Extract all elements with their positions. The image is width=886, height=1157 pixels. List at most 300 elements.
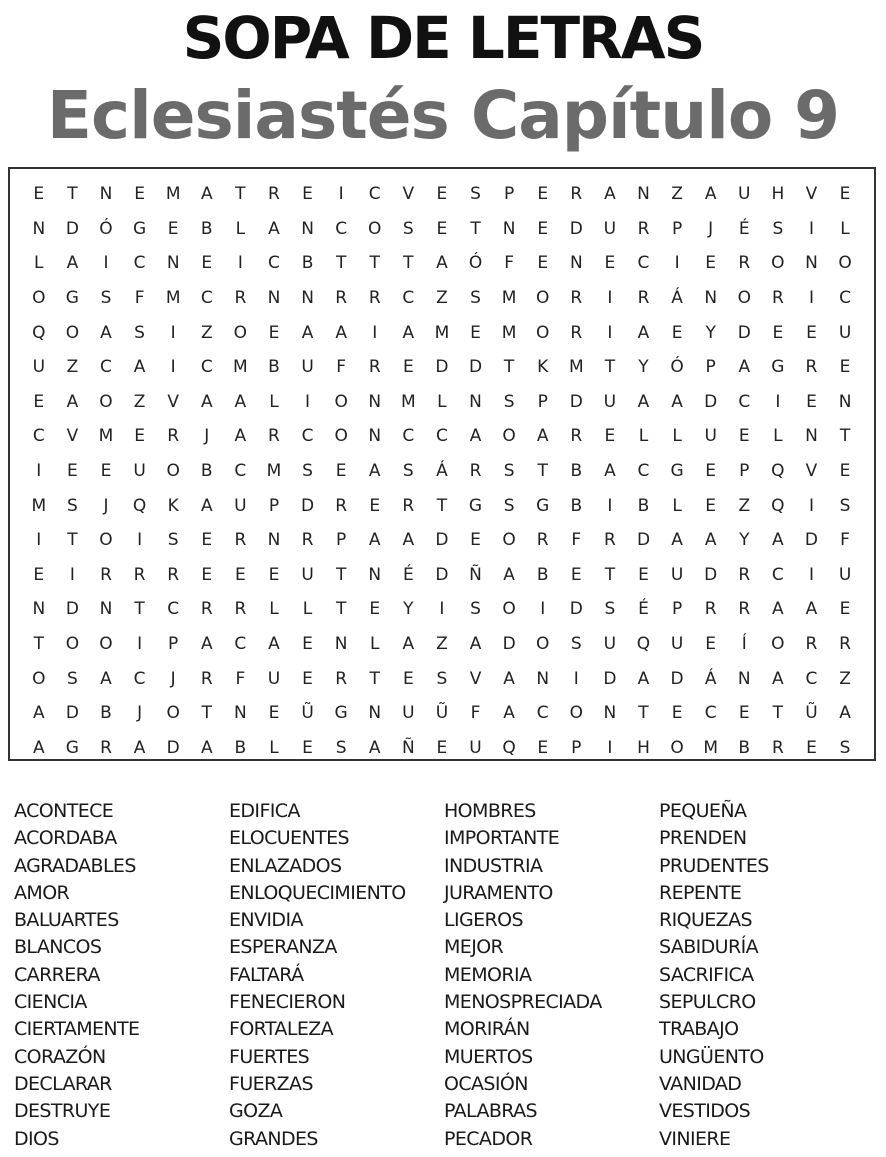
- grid-cell[interactable]: T: [604, 357, 616, 378]
- grid-cell[interactable]: H: [637, 737, 650, 758]
- grid-cell[interactable]: E: [806, 322, 817, 343]
- grid-cell[interactable]: M: [31, 495, 47, 516]
- grid-cell[interactable]: N: [805, 253, 818, 274]
- grid-cell[interactable]: A: [368, 461, 381, 482]
- grid-cell[interactable]: D: [502, 634, 516, 655]
- grid-cell[interactable]: J: [708, 218, 714, 239]
- grid-cell[interactable]: U: [603, 218, 617, 239]
- grid-cell[interactable]: B: [536, 564, 549, 585]
- grid-cell[interactable]: S: [302, 461, 313, 482]
- grid-cell[interactable]: M: [233, 357, 248, 378]
- grid-cell[interactable]: V: [469, 668, 482, 689]
- grid-cell[interactable]: A: [268, 218, 280, 239]
- grid-cell[interactable]: E: [234, 564, 246, 585]
- grid-cell[interactable]: E: [537, 218, 549, 239]
- grid-cell[interactable]: D: [435, 564, 449, 585]
- grid-cell[interactable]: R: [234, 530, 247, 551]
- grid-cell[interactable]: C: [234, 461, 247, 482]
- grid-cell[interactable]: T: [503, 357, 515, 378]
- grid-cell[interactable]: L: [840, 218, 850, 239]
- grid-cell[interactable]: E: [134, 426, 145, 447]
- grid-cell[interactable]: P: [268, 495, 280, 516]
- grid-cell[interactable]: L: [34, 253, 44, 274]
- grid-cell[interactable]: S: [839, 737, 851, 758]
- grid-cell[interactable]: É: [738, 218, 750, 239]
- grid-cell[interactable]: O: [166, 703, 180, 724]
- grid-cell[interactable]: U: [704, 426, 717, 447]
- grid-cell[interactable]: R: [771, 737, 784, 758]
- grid-cell[interactable]: D: [468, 357, 483, 378]
- grid-cell[interactable]: U: [301, 564, 314, 585]
- grid-cell[interactable]: N: [838, 391, 852, 412]
- grid-cell[interactable]: E: [570, 564, 582, 585]
- grid-cell[interactable]: U: [603, 634, 617, 655]
- grid-cell[interactable]: U: [838, 564, 852, 585]
- grid-cell[interactable]: D: [435, 530, 449, 551]
- grid-cell[interactable]: E: [537, 253, 549, 274]
- grid-cell[interactable]: T: [369, 253, 380, 274]
- grid-cell[interactable]: S: [134, 322, 145, 343]
- grid-cell[interactable]: A: [335, 322, 347, 343]
- grid-cell[interactable]: A: [133, 357, 146, 378]
- grid-cell[interactable]: E: [705, 461, 717, 482]
- grid-cell[interactable]: R: [536, 530, 549, 551]
- grid-cell[interactable]: N: [301, 288, 314, 309]
- grid-cell[interactable]: P: [739, 461, 750, 482]
- grid-cell[interactable]: Á: [671, 288, 683, 309]
- grid-cell[interactable]: G: [65, 288, 79, 309]
- grid-cell[interactable]: R: [738, 599, 751, 620]
- grid-cell[interactable]: T: [638, 703, 649, 724]
- grid-cell[interactable]: R: [167, 426, 180, 447]
- grid-cell[interactable]: D: [65, 218, 79, 239]
- grid-cell[interactable]: O: [99, 634, 113, 655]
- grid-cell[interactable]: E: [302, 737, 313, 758]
- grid-cell[interactable]: T: [335, 599, 347, 620]
- grid-cell[interactable]: M: [501, 288, 517, 309]
- grid-cell[interactable]: E: [671, 322, 683, 343]
- grid-cell[interactable]: E: [100, 461, 112, 482]
- grid-cell[interactable]: N: [334, 634, 348, 655]
- grid-cell[interactable]: C: [402, 426, 415, 447]
- grid-cell[interactable]: L: [269, 391, 279, 412]
- grid-cell[interactable]: Q: [771, 495, 785, 516]
- grid-cell[interactable]: Q: [502, 737, 516, 758]
- grid-cell[interactable]: T: [335, 253, 347, 274]
- grid-cell[interactable]: H: [771, 184, 785, 205]
- grid-cell[interactable]: V: [402, 184, 415, 205]
- grid-cell[interactable]: C: [268, 253, 280, 274]
- grid-cell[interactable]: O: [334, 391, 348, 412]
- grid-cell[interactable]: M: [165, 288, 181, 309]
- grid-cell[interactable]: O: [368, 218, 382, 239]
- grid-cell[interactable]: P: [671, 218, 683, 239]
- grid-cell[interactable]: L: [235, 218, 246, 239]
- grid-cell[interactable]: Z: [436, 288, 448, 309]
- grid-cell[interactable]: I: [808, 564, 814, 585]
- grid-cell[interactable]: E: [201, 530, 213, 551]
- grid-cell[interactable]: B: [301, 253, 314, 274]
- grid-cell[interactable]: N: [267, 288, 281, 309]
- grid-cell[interactable]: Y: [705, 322, 716, 343]
- grid-cell[interactable]: B: [100, 703, 112, 724]
- grid-cell[interactable]: E: [33, 564, 45, 585]
- grid-cell[interactable]: F: [571, 530, 582, 551]
- grid-cell[interactable]: Q: [132, 495, 147, 516]
- grid-cell[interactable]: R: [234, 599, 247, 620]
- grid-cell[interactable]: I: [439, 599, 445, 620]
- grid-cell[interactable]: O: [536, 322, 550, 343]
- grid-cell[interactable]: A: [637, 391, 650, 412]
- grid-cell[interactable]: G: [468, 495, 483, 516]
- grid-cell[interactable]: S: [503, 461, 515, 482]
- grid-cell[interactable]: L: [302, 599, 313, 620]
- grid-cell[interactable]: A: [738, 357, 751, 378]
- grid-cell[interactable]: L: [638, 426, 649, 447]
- grid-cell[interactable]: R: [368, 357, 381, 378]
- grid-cell[interactable]: S: [402, 218, 414, 239]
- grid-cell[interactable]: E: [537, 737, 549, 758]
- grid-cell[interactable]: O: [737, 288, 751, 309]
- grid-cell[interactable]: Z: [133, 391, 146, 412]
- grid-cell[interactable]: C: [738, 391, 751, 412]
- grid-cell[interactable]: A: [402, 634, 415, 655]
- grid-cell[interactable]: G: [65, 737, 79, 758]
- grid-cell[interactable]: O: [233, 322, 248, 343]
- grid-cell[interactable]: K: [537, 357, 549, 378]
- grid-cell[interactable]: M: [98, 426, 114, 447]
- grid-cell[interactable]: R: [368, 288, 381, 309]
- grid-cell[interactable]: E: [839, 357, 851, 378]
- grid-cell[interactable]: E: [134, 184, 145, 205]
- grid-cell[interactable]: O: [32, 668, 46, 689]
- grid-cell[interactable]: S: [503, 495, 515, 516]
- grid-cell[interactable]: A: [402, 530, 415, 551]
- grid-cell[interactable]: I: [372, 322, 378, 343]
- grid-cell[interactable]: N: [603, 703, 617, 724]
- grid-cell[interactable]: C: [133, 253, 146, 274]
- grid-cell[interactable]: U: [469, 737, 482, 758]
- grid-cell[interactable]: D: [704, 564, 718, 585]
- grid-cell[interactable]: M: [703, 737, 718, 758]
- grid-cell[interactable]: R: [570, 426, 583, 447]
- grid-cell[interactable]: L: [773, 426, 783, 447]
- grid-cell[interactable]: A: [772, 599, 784, 620]
- grid-cell[interactable]: B: [637, 495, 650, 516]
- grid-cell[interactable]: A: [66, 253, 79, 274]
- grid-cell[interactable]: N: [32, 599, 46, 620]
- grid-cell[interactable]: O: [32, 288, 46, 309]
- grid-cell[interactable]: I: [540, 599, 546, 620]
- grid-cell[interactable]: A: [671, 530, 683, 551]
- grid-cell[interactable]: A: [772, 530, 784, 551]
- grid-cell[interactable]: T: [772, 703, 784, 724]
- grid-cell[interactable]: M: [165, 184, 181, 205]
- grid-cell[interactable]: C: [200, 288, 213, 309]
- grid-cell[interactable]: E: [268, 703, 280, 724]
- grid-cell[interactable]: D: [569, 599, 583, 620]
- grid-cell[interactable]: E: [705, 634, 717, 655]
- grid-cell[interactable]: M: [400, 391, 416, 412]
- grid-cell[interactable]: M: [434, 322, 450, 343]
- grid-cell[interactable]: E: [402, 668, 414, 689]
- grid-cell[interactable]: A: [200, 737, 213, 758]
- grid-cell[interactable]: V: [805, 461, 818, 482]
- grid-cell[interactable]: A: [66, 391, 79, 412]
- grid-cell[interactable]: I: [607, 737, 613, 758]
- grid-cell[interactable]: R: [570, 184, 583, 205]
- grid-cell[interactable]: I: [137, 530, 143, 551]
- grid-cell[interactable]: N: [301, 218, 314, 239]
- grid-cell[interactable]: R: [133, 564, 146, 585]
- grid-cell[interactable]: R: [200, 599, 213, 620]
- grid-cell[interactable]: F: [504, 253, 514, 274]
- grid-cell[interactable]: R: [335, 668, 348, 689]
- grid-cell[interactable]: D: [636, 530, 651, 551]
- grid-cell[interactable]: A: [637, 322, 650, 343]
- grid-cell[interactable]: Y: [739, 530, 750, 551]
- grid-cell[interactable]: S: [436, 668, 448, 689]
- grid-cell[interactable]: I: [808, 495, 814, 516]
- grid-cell[interactable]: O: [502, 599, 516, 620]
- grid-cell[interactable]: Q: [771, 461, 785, 482]
- grid-cell[interactable]: D: [704, 391, 718, 412]
- grid-cell[interactable]: A: [200, 634, 213, 655]
- grid-cell[interactable]: C: [32, 426, 45, 447]
- grid-cell[interactable]: N: [368, 564, 382, 585]
- grid-cell[interactable]: J: [204, 426, 210, 447]
- grid-cell[interactable]: S: [167, 530, 179, 551]
- grid-cell[interactable]: C: [167, 599, 180, 620]
- grid-cell[interactable]: P: [537, 391, 548, 412]
- grid-cell[interactable]: O: [569, 703, 583, 724]
- grid-cell[interactable]: C: [200, 357, 213, 378]
- grid-cell[interactable]: C: [335, 218, 348, 239]
- grid-cell[interactable]: E: [705, 495, 717, 516]
- grid-cell[interactable]: I: [237, 253, 243, 274]
- grid-cell[interactable]: C: [301, 426, 314, 447]
- grid-cell[interactable]: G: [536, 495, 550, 516]
- grid-cell[interactable]: U: [838, 322, 852, 343]
- grid-cell[interactable]: B: [200, 461, 213, 482]
- grid-cell[interactable]: E: [436, 737, 448, 758]
- grid-cell[interactable]: L: [369, 634, 380, 655]
- grid-cell[interactable]: I: [607, 322, 613, 343]
- grid-cell[interactable]: Y: [403, 599, 414, 620]
- grid-cell[interactable]: A: [503, 668, 515, 689]
- grid-cell[interactable]: I: [607, 495, 613, 516]
- grid-cell[interactable]: U: [32, 357, 46, 378]
- grid-cell[interactable]: Ũ: [301, 703, 314, 724]
- grid-cell[interactable]: E: [470, 530, 481, 551]
- grid-cell[interactable]: M: [266, 461, 282, 482]
- grid-cell[interactable]: T: [604, 564, 616, 585]
- grid-cell[interactable]: C: [402, 288, 415, 309]
- grid-cell[interactable]: A: [200, 495, 213, 516]
- grid-cell[interactable]: R: [200, 668, 213, 689]
- grid-cell[interactable]: I: [674, 253, 680, 274]
- grid-cell[interactable]: N: [569, 253, 583, 274]
- grid-cell[interactable]: A: [200, 184, 213, 205]
- grid-cell[interactable]: S: [470, 288, 481, 309]
- grid-cell[interactable]: T: [436, 495, 448, 516]
- grid-cell[interactable]: R: [637, 218, 650, 239]
- grid-cell[interactable]: D: [435, 357, 449, 378]
- grid-cell[interactable]: T: [201, 703, 212, 724]
- grid-cell[interactable]: N: [637, 184, 650, 205]
- grid-cell[interactable]: F: [134, 288, 145, 309]
- grid-cell[interactable]: N: [234, 703, 247, 724]
- grid-cell[interactable]: S: [772, 218, 784, 239]
- grid-cell[interactable]: R: [570, 288, 583, 309]
- grid-cell[interactable]: Y: [638, 357, 649, 378]
- grid-cell[interactable]: R: [268, 426, 280, 447]
- grid-cell[interactable]: R: [268, 184, 280, 205]
- grid-cell[interactable]: I: [36, 461, 42, 482]
- grid-cell[interactable]: E: [369, 599, 381, 620]
- grid-cell[interactable]: A: [301, 322, 314, 343]
- grid-cell[interactable]: R: [167, 564, 180, 585]
- grid-cell[interactable]: R: [738, 253, 751, 274]
- grid-cell[interactable]: E: [638, 564, 649, 585]
- grid-cell[interactable]: S: [839, 495, 851, 516]
- grid-cell[interactable]: O: [65, 634, 80, 655]
- grid-cell[interactable]: Q: [32, 322, 46, 343]
- grid-cell[interactable]: C: [771, 564, 784, 585]
- grid-cell[interactable]: R: [234, 288, 247, 309]
- grid-cell[interactable]: N: [536, 668, 550, 689]
- grid-cell[interactable]: B: [738, 737, 751, 758]
- grid-cell[interactable]: E: [738, 703, 750, 724]
- grid-cell[interactable]: S: [100, 288, 112, 309]
- grid-cell[interactable]: E: [302, 634, 313, 655]
- grid-cell[interactable]: O: [771, 634, 785, 655]
- grid-cell[interactable]: E: [671, 703, 683, 724]
- grid-cell[interactable]: S: [503, 391, 515, 412]
- grid-cell[interactable]: R: [771, 288, 784, 309]
- grid-cell[interactable]: N: [166, 253, 180, 274]
- grid-cell[interactable]: I: [808, 288, 814, 309]
- grid-cell[interactable]: O: [99, 391, 113, 412]
- grid-cell[interactable]: D: [737, 322, 751, 343]
- grid-cell[interactable]: O: [502, 426, 516, 447]
- grid-cell[interactable]: Z: [671, 184, 683, 205]
- grid-cell[interactable]: E: [302, 668, 313, 689]
- grid-cell[interactable]: U: [670, 634, 684, 655]
- grid-cell[interactable]: R: [301, 530, 314, 551]
- grid-cell[interactable]: R: [738, 564, 751, 585]
- grid-cell[interactable]: I: [305, 391, 311, 412]
- grid-cell[interactable]: M: [568, 357, 584, 378]
- grid-cell[interactable]: J: [170, 668, 176, 689]
- grid-cell[interactable]: C: [704, 703, 717, 724]
- grid-cell[interactable]: T: [67, 530, 78, 551]
- grid-cell[interactable]: A: [402, 322, 415, 343]
- grid-cell[interactable]: R: [805, 357, 818, 378]
- grid-cell[interactable]: L: [269, 737, 279, 758]
- grid-cell[interactable]: P: [503, 184, 515, 205]
- grid-cell[interactable]: P: [168, 634, 179, 655]
- grid-cell[interactable]: C: [100, 357, 112, 378]
- grid-cell[interactable]: C: [435, 426, 448, 447]
- grid-cell[interactable]: U: [603, 391, 617, 412]
- grid-cell[interactable]: A: [704, 530, 717, 551]
- grid-cell[interactable]: F: [336, 357, 347, 378]
- grid-cell[interactable]: S: [470, 599, 481, 620]
- grid-cell[interactable]: E: [201, 564, 213, 585]
- grid-cell[interactable]: O: [838, 253, 852, 274]
- grid-cell[interactable]: S: [470, 184, 481, 205]
- grid-cell[interactable]: O: [771, 253, 785, 274]
- grid-cell[interactable]: C: [637, 253, 650, 274]
- grid-cell[interactable]: J: [103, 495, 109, 516]
- grid-cell[interactable]: E: [402, 357, 414, 378]
- grid-cell[interactable]: E: [167, 218, 179, 239]
- grid-cell[interactable]: I: [338, 184, 344, 205]
- grid-cell[interactable]: O: [536, 288, 550, 309]
- grid-cell[interactable]: A: [604, 461, 616, 482]
- grid-cell[interactable]: A: [368, 530, 381, 551]
- grid-cell[interactable]: E: [738, 426, 750, 447]
- grid-cell[interactable]: S: [335, 737, 347, 758]
- grid-cell[interactable]: A: [200, 391, 213, 412]
- grid-cell[interactable]: R: [603, 530, 616, 551]
- grid-cell[interactable]: E: [268, 322, 280, 343]
- grid-cell[interactable]: E: [839, 184, 851, 205]
- grid-cell[interactable]: B: [570, 495, 583, 516]
- grid-cell[interactable]: E: [67, 461, 78, 482]
- grid-cell[interactable]: E: [839, 461, 851, 482]
- grid-cell[interactable]: N: [368, 426, 382, 447]
- grid-cell[interactable]: T: [839, 426, 851, 447]
- grid-cell[interactable]: B: [268, 357, 280, 378]
- grid-cell[interactable]: I: [170, 322, 176, 343]
- grid-cell[interactable]: S: [570, 634, 582, 655]
- grid-cell[interactable]: R: [335, 288, 348, 309]
- grid-cell[interactable]: T: [537, 461, 548, 482]
- grid-cell[interactable]: E: [839, 599, 851, 620]
- grid-cell[interactable]: C: [368, 184, 381, 205]
- grid-cell[interactable]: A: [503, 703, 515, 724]
- grid-cell[interactable]: A: [604, 184, 616, 205]
- grid-cell[interactable]: A: [234, 391, 247, 412]
- grid-cell[interactable]: T: [235, 184, 246, 205]
- grid-cell[interactable]: A: [637, 668, 650, 689]
- grid-cell[interactable]: D: [804, 530, 818, 551]
- grid-cell[interactable]: P: [705, 357, 716, 378]
- grid-cell[interactable]: A: [368, 737, 381, 758]
- grid-cell[interactable]: I: [808, 218, 814, 239]
- grid-cell[interactable]: I: [36, 530, 42, 551]
- grid-cell[interactable]: D: [166, 737, 180, 758]
- grid-cell[interactable]: O: [536, 634, 550, 655]
- grid-cell[interactable]: R: [402, 495, 415, 516]
- grid-cell[interactable]: B: [234, 737, 247, 758]
- grid-cell[interactable]: U: [301, 357, 314, 378]
- grid-cell[interactable]: E: [33, 184, 45, 205]
- grid-cell[interactable]: P: [671, 599, 683, 620]
- grid-cell[interactable]: G: [334, 703, 348, 724]
- grid-cell[interactable]: A: [469, 634, 482, 655]
- grid-cell[interactable]: E: [302, 184, 313, 205]
- grid-cell[interactable]: Á: [436, 461, 448, 482]
- grid-cell[interactable]: L: [672, 426, 682, 447]
- grid-cell[interactable]: D: [569, 218, 583, 239]
- grid-cell[interactable]: E: [436, 184, 448, 205]
- grid-cell[interactable]: A: [32, 703, 45, 724]
- grid-cell[interactable]: E: [369, 495, 381, 516]
- grid-cell[interactable]: C: [805, 668, 818, 689]
